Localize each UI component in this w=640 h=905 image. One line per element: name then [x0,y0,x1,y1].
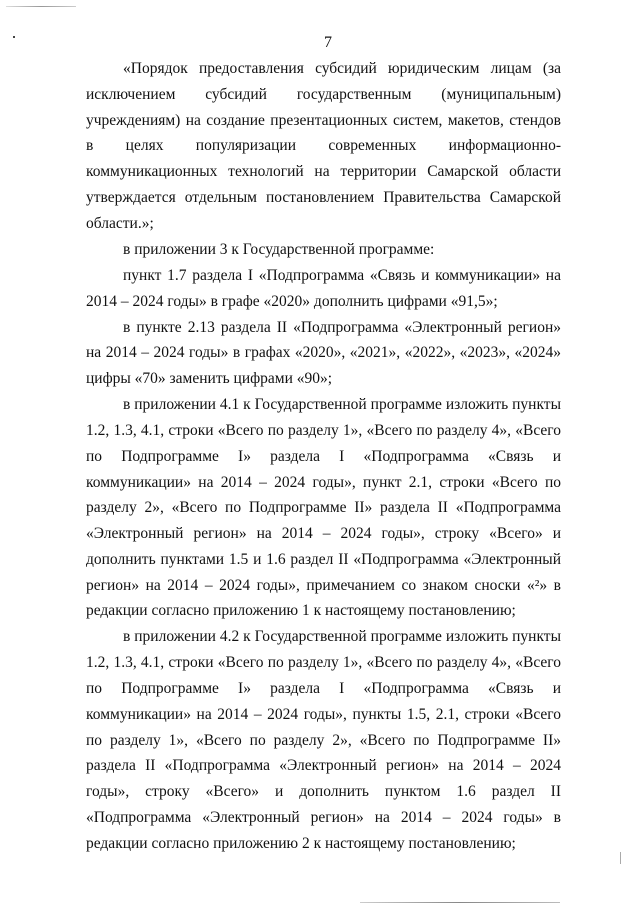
paragraph: в пункте 2.13 раздела II «Подпрограмма «Электронный регион» на 2014 – 2024 годы» в графах «2020», «2021», «2022», «2023», «2024» цифры «70» заменить цифрами «90»; [86,318,561,388]
scan-artifact-tick [620,852,621,864]
scan-artifact-line-bottom [360,902,560,903]
document-body [86,56,561,857]
page-number: 7 [324,34,332,51]
paragraph: в приложении 4.2 к Государственной программе изложить пункты 1.2, 1.3, 4.1, строки «Всего по разделу 1», «Всего по разделу 4», «Всего по Подпрограмме I» раздела I «Подпрограмма «Связь и коммуникации» на 2014 – 2024 годы», пункты 1.5, 2.1, строки «Всего по разделу 1», «Всего по разделу 2», «Всего по Подпрограмме II» раздела II «Подпрограмма «Электронный регион» на 2014 – 2024 годы», строку «Всего» и дополнить пунктом 1.6 раздел II «Подпрограмма «Электронный регион» на 2014 – 2024 годы» в редакции согласно приложению 2 к настоящему постановлению; [86,628,561,852]
paragraph: в приложении 4.1 к Государственной программе изложить пункты 1.2, 1.3, 4.1, строки «Всего по разделу 1», «Всего по разделу 4», «Всего по Подпрограмме I» раздела I «Подпрограмма «Связь и коммуникации» на 2014 – 2024 годы», пункт 2.1, строки «Всего по разделу 2», «Всего по Подпрограмме II» раздела II «Подпрограмма «Электронный регион» на 2014 – 2024 годы», строку «Всего» и дополнить пунктами 1.5 и 1.6 раздел II «Подпрограмма «Электронный регион» на 2014 – 2024 годы», примечанием со знаком сноски «²» в редакции согласно приложению 1 к настоящему постановлению; [86,396,561,620]
paragraph: пункт 1.7 раздела I «Подпрограмма «Связь и коммуникации» на 2014 – 2024 годы» в графе «2020» дополнить цифрами «91,5»; [86,266,561,310]
paragraph: «Порядок предоставления субсидий юридическим лицам (за исключением субсидий государственным (муниципальным) учреждениям) на создание презентационных систем, макетов, стендов в целях популяризации современных информационно-коммуникационных технологий на территории Самарской области утверждается отдельным постановлением Правительства Самарской области.»; [86,60,561,232]
paragraph: в приложении 3 к Государственной программе: [123,240,435,258]
scan-artifact-line [6,6,76,7]
